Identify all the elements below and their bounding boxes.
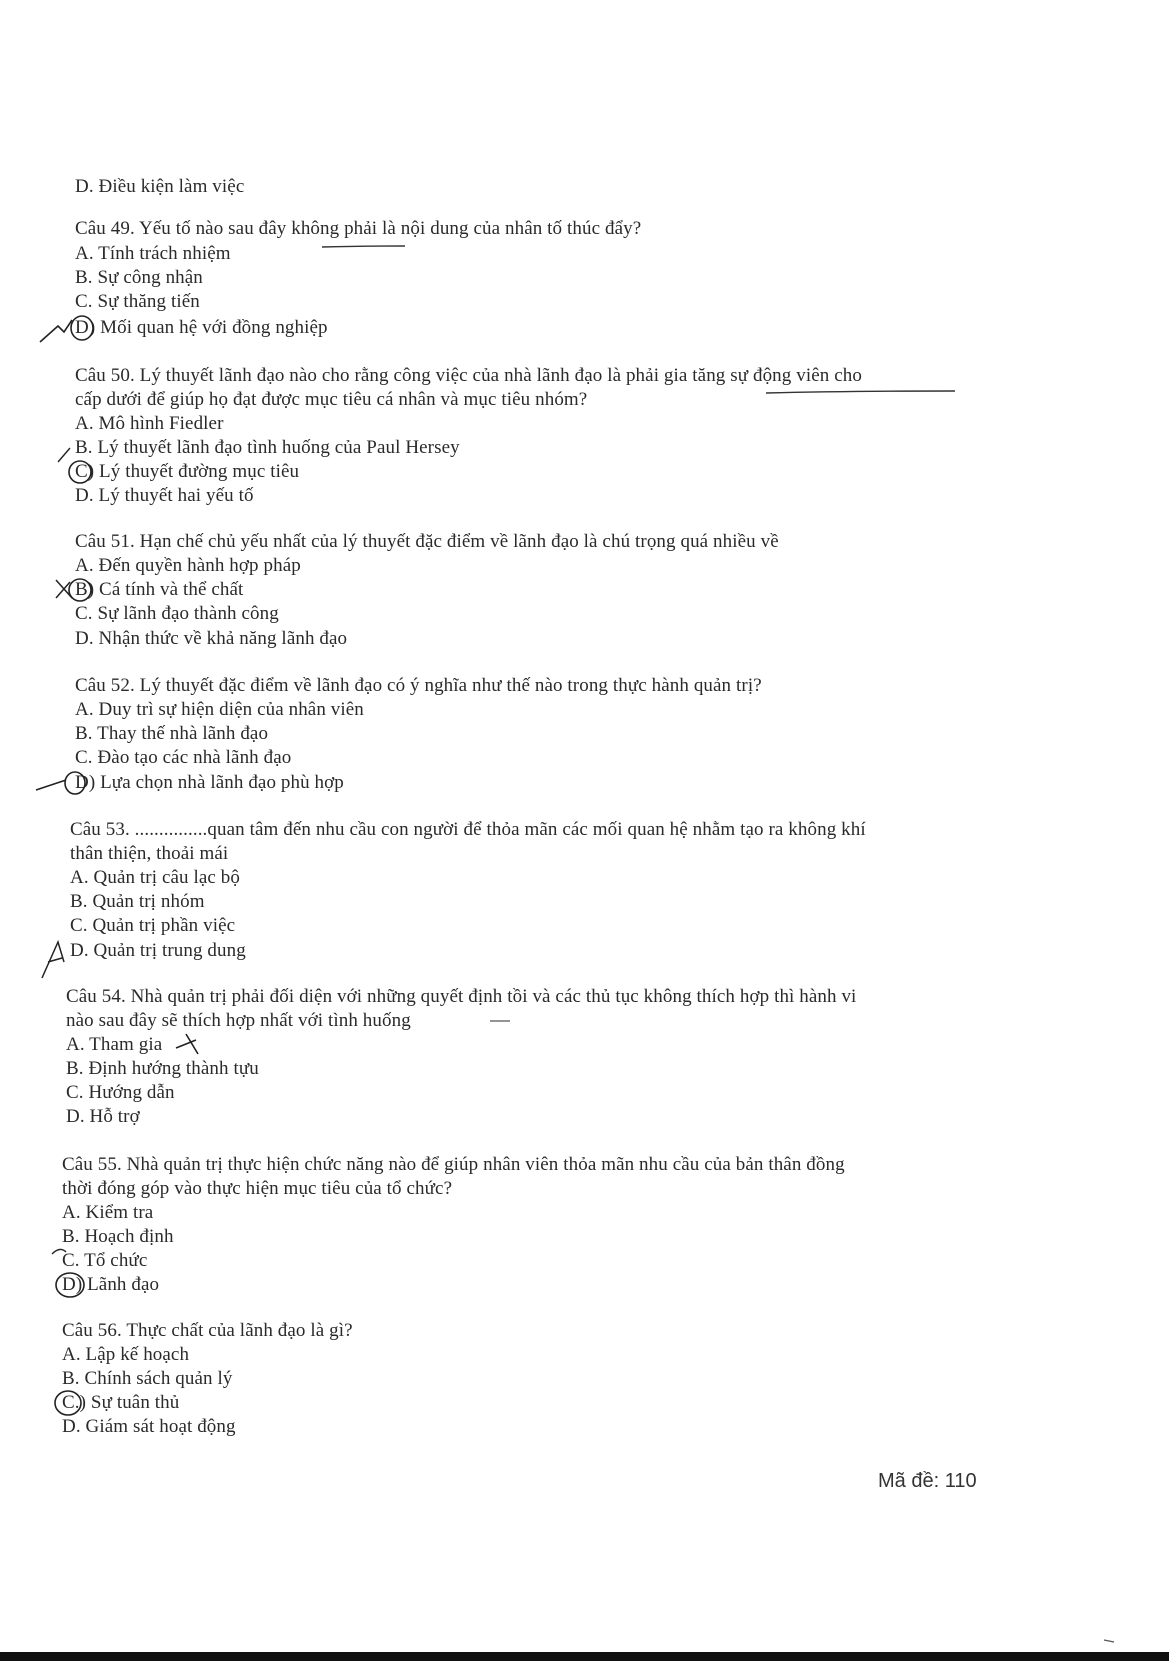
cross-mark bbox=[56, 580, 72, 598]
question-54-continued: nào sau đây sẽ thích hợp nhất với tình huống bbox=[66, 1010, 411, 1031]
exam-code: Mã đề: 110 bbox=[878, 1470, 977, 1492]
stray-mark bbox=[1104, 1640, 1114, 1642]
option-d: D. Hỗ trợ bbox=[66, 1106, 140, 1127]
underline-mark bbox=[322, 246, 405, 247]
option-d-selected: D) Mối quan hệ với đồng nghiệp bbox=[75, 317, 328, 338]
option-a: A. Đến quyền hành hợp pháp bbox=[75, 555, 301, 576]
option-text: D. Điều kiện làm việc bbox=[75, 176, 245, 197]
option-a-crossed: A. Tham gia bbox=[66, 1034, 163, 1055]
question-50: Câu 50. Lý thuyết lãnh đạo nào cho rằng công việc của nhà lãnh đạo là phải gia tăng sự động viên cho bbox=[75, 365, 862, 386]
question-55: Câu 55. Nhà quản trị thực hiện chức năng nào để giúp nhân viên thỏa mãn nhu cầu của bản thân đồng bbox=[62, 1154, 845, 1175]
option-c: C. Tổ chức bbox=[62, 1250, 148, 1271]
option-a: A. Tính trách nhiệm bbox=[75, 243, 231, 264]
option-c: C. Sự lãnh đạo thành công bbox=[75, 603, 279, 624]
option-a: A. Duy trì sự hiện diện của nhân viên bbox=[75, 699, 364, 720]
option-c-selected: C.) Sự tuân thủ bbox=[62, 1392, 180, 1413]
option-a: A. Kiểm tra bbox=[62, 1202, 154, 1223]
option-a: A. Quản trị câu lạc bộ bbox=[70, 867, 240, 888]
option-c-selected: C) Lý thuyết đường mục tiêu bbox=[75, 461, 300, 482]
option-b: B. Quản trị nhóm bbox=[70, 891, 205, 912]
option-b: B. Sự công nhận bbox=[75, 267, 203, 288]
question-49: Câu 49. Yếu tố nào sau đây không phải là nội dung của nhân tố thúc đẩy? bbox=[75, 218, 642, 239]
question-53: Câu 53. ...............quan tâm đến nhu cầu con người để thỏa mãn các mối quan hệ nhằm tạo ra không khí bbox=[70, 819, 866, 840]
option-a: A. Lập kế hoạch bbox=[62, 1344, 190, 1365]
underline-mark bbox=[766, 391, 955, 393]
question-50-continued: cấp dưới để giúp họ đạt được mục tiêu cá nhân và mục tiêu nhóm? bbox=[75, 389, 588, 410]
option-c: C. Hướng dẫn bbox=[66, 1082, 175, 1103]
question-52: Câu 52. Lý thuyết đặc điểm về lãnh đạo có ý nghĩa như thế nào trong thực hành quản trị? bbox=[75, 675, 762, 696]
check-mark bbox=[40, 320, 72, 342]
question-56: Câu 56. Thực chất của lãnh đạo là gì? bbox=[62, 1320, 353, 1341]
option-b: B. Chính sách quản lý bbox=[62, 1368, 233, 1389]
handwritten-a-mark bbox=[42, 942, 64, 978]
option-b: B. Hoạch định bbox=[62, 1226, 174, 1247]
pen-stroke bbox=[36, 780, 66, 790]
option-b: B. Thay thế nhà lãnh đạo bbox=[75, 723, 269, 744]
option-b-selected: B) Cá tính và thể chất bbox=[75, 579, 244, 600]
option-d-selected: D. Quản trị trung dung bbox=[70, 940, 246, 961]
option-d: D. Lý thuyết hai yếu tố bbox=[75, 485, 254, 506]
option-d: D. Nhận thức về khả năng lãnh đạo bbox=[75, 628, 348, 649]
question-51: Câu 51. Hạn chế chủ yếu nhất của lý thuyết đặc điểm về lãnh đạo là chú trọng quá nhiều về bbox=[75, 531, 779, 552]
option-d-selected: D) Lựa chọn nhà lãnh đạo phù hợp bbox=[75, 772, 344, 793]
option-c: C. Sự thăng tiến bbox=[75, 291, 200, 312]
option-d: D. Giám sát hoạt động bbox=[62, 1416, 236, 1437]
option-b: B. Định hướng thành tựu bbox=[66, 1058, 259, 1079]
option-c: C. Đào tạo các nhà lãnh đạo bbox=[75, 747, 292, 768]
option-a: A. Mô hình Fiedler bbox=[75, 413, 224, 434]
option-d-selected: D) Lãnh đạo bbox=[62, 1274, 160, 1295]
question-54: Câu 54. Nhà quản trị phải đối diện với những quyết định tồi và các thủ tục không thích hợp thì hành vi bbox=[66, 986, 857, 1007]
question-53-continued: thân thiện, thoải mái bbox=[70, 843, 229, 864]
scan-edge bbox=[0, 1652, 1169, 1661]
cross-mark bbox=[176, 1034, 198, 1054]
option-c: C. Quản trị phần việc bbox=[70, 915, 236, 936]
option-b: B. Lý thuyết lãnh đạo tình huống của Paul Hersey bbox=[75, 437, 460, 458]
question-55-continued: thời đóng góp vào thực hiện mục tiêu của tổ chức? bbox=[62, 1178, 453, 1199]
check-mark bbox=[58, 448, 70, 462]
